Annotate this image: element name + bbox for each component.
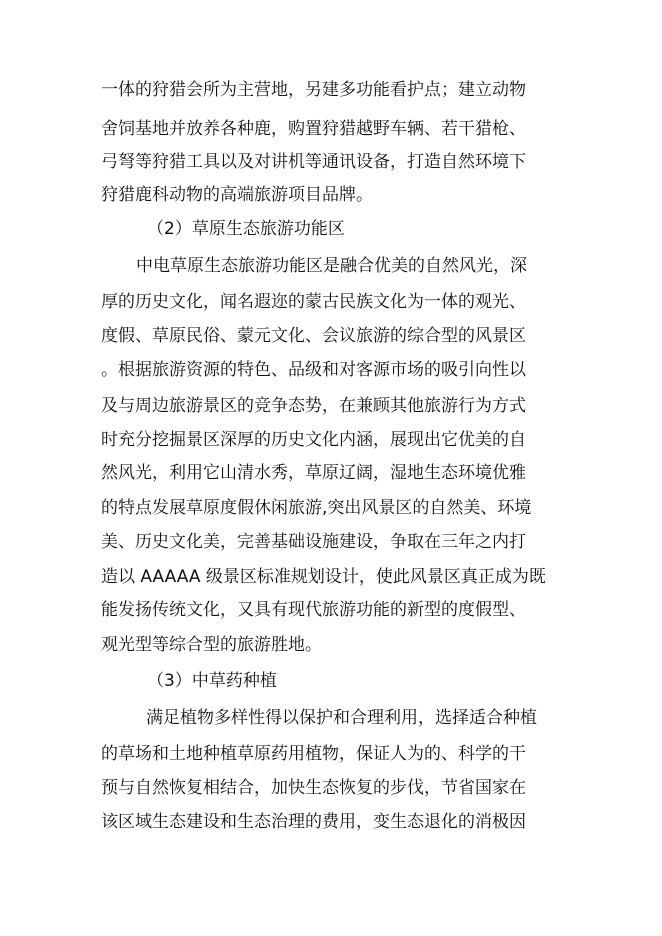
paragraph-line: 的草场和土地种植草原药用植物，保证人为的、科学的干: [101, 744, 526, 764]
paragraph-line: 厚的历史文化，闻名遐迩的蒙古民族文化为一体的观光、: [101, 292, 526, 312]
paragraph-line: 观光型等综合型的旅游胜地。: [101, 635, 322, 655]
paragraph-line: 该区域生态建设和生态治理的费用，变生态退化的消极因: [101, 812, 526, 832]
paragraph-line: 的特点发展草原度假休闲旅游,突出风景区的自然美、环境: [101, 498, 532, 518]
paragraph-line: 及与周边旅游景区的竞争态势，在兼顾其他旅游行为方式: [101, 396, 526, 416]
paragraph-line: 舍饲基地并放养各种鹿，购置狩猎越野车辆、若干猎枪、: [101, 119, 526, 139]
paragraph-line: 。根据旅游资源的特色、品级和对客源市场的吸引向性以: [101, 360, 526, 380]
paragraph-line: 预与自然恢复相结合，加快生态恢复的步伐，节省国家在: [101, 778, 526, 798]
paragraph-line: 时充分挖掘景区深厚的历史文化内涵，展现出它优美的自: [101, 430, 526, 450]
paragraph-line: 造以 AAAAA 级景区标准规划设计，使此风景区真正成为既: [101, 567, 546, 587]
paragraph-line: 度假、草原民俗、蒙元文化、会议旅游的综合型的风景区: [101, 326, 526, 346]
section-heading: （2）草原生态旅游功能区: [147, 219, 345, 239]
section-heading: （3）中草药种植: [147, 671, 277, 691]
paragraph-line: 满足植物多样性得以保护和合理利用，选择适合种植: [146, 708, 537, 728]
paragraph-line: 能发扬传统文化，又具有现代旅游功能的新型的度假型、: [101, 600, 526, 620]
paragraph-line: 然风光，利用它山清水秀，草原辽阔，湿地生态环境优雅: [101, 463, 526, 483]
paragraph-line: 狩猎鹿科动物的高端旅游项目品牌。: [101, 185, 373, 205]
paragraph-line: 中电草原生态旅游功能区是融合优美的自然风光，深: [136, 256, 527, 276]
paragraph-line: 美、历史文化美，完善基础设施建设，争取在三年之内打: [101, 532, 526, 552]
paragraph-line: 弓弩等狩猎工具以及对讲机等通讯设备，打造自然环境下: [101, 152, 526, 172]
paragraph-line: 一体的狩猎会所为主营地，另建多功能看护点；建立动物: [101, 80, 526, 100]
